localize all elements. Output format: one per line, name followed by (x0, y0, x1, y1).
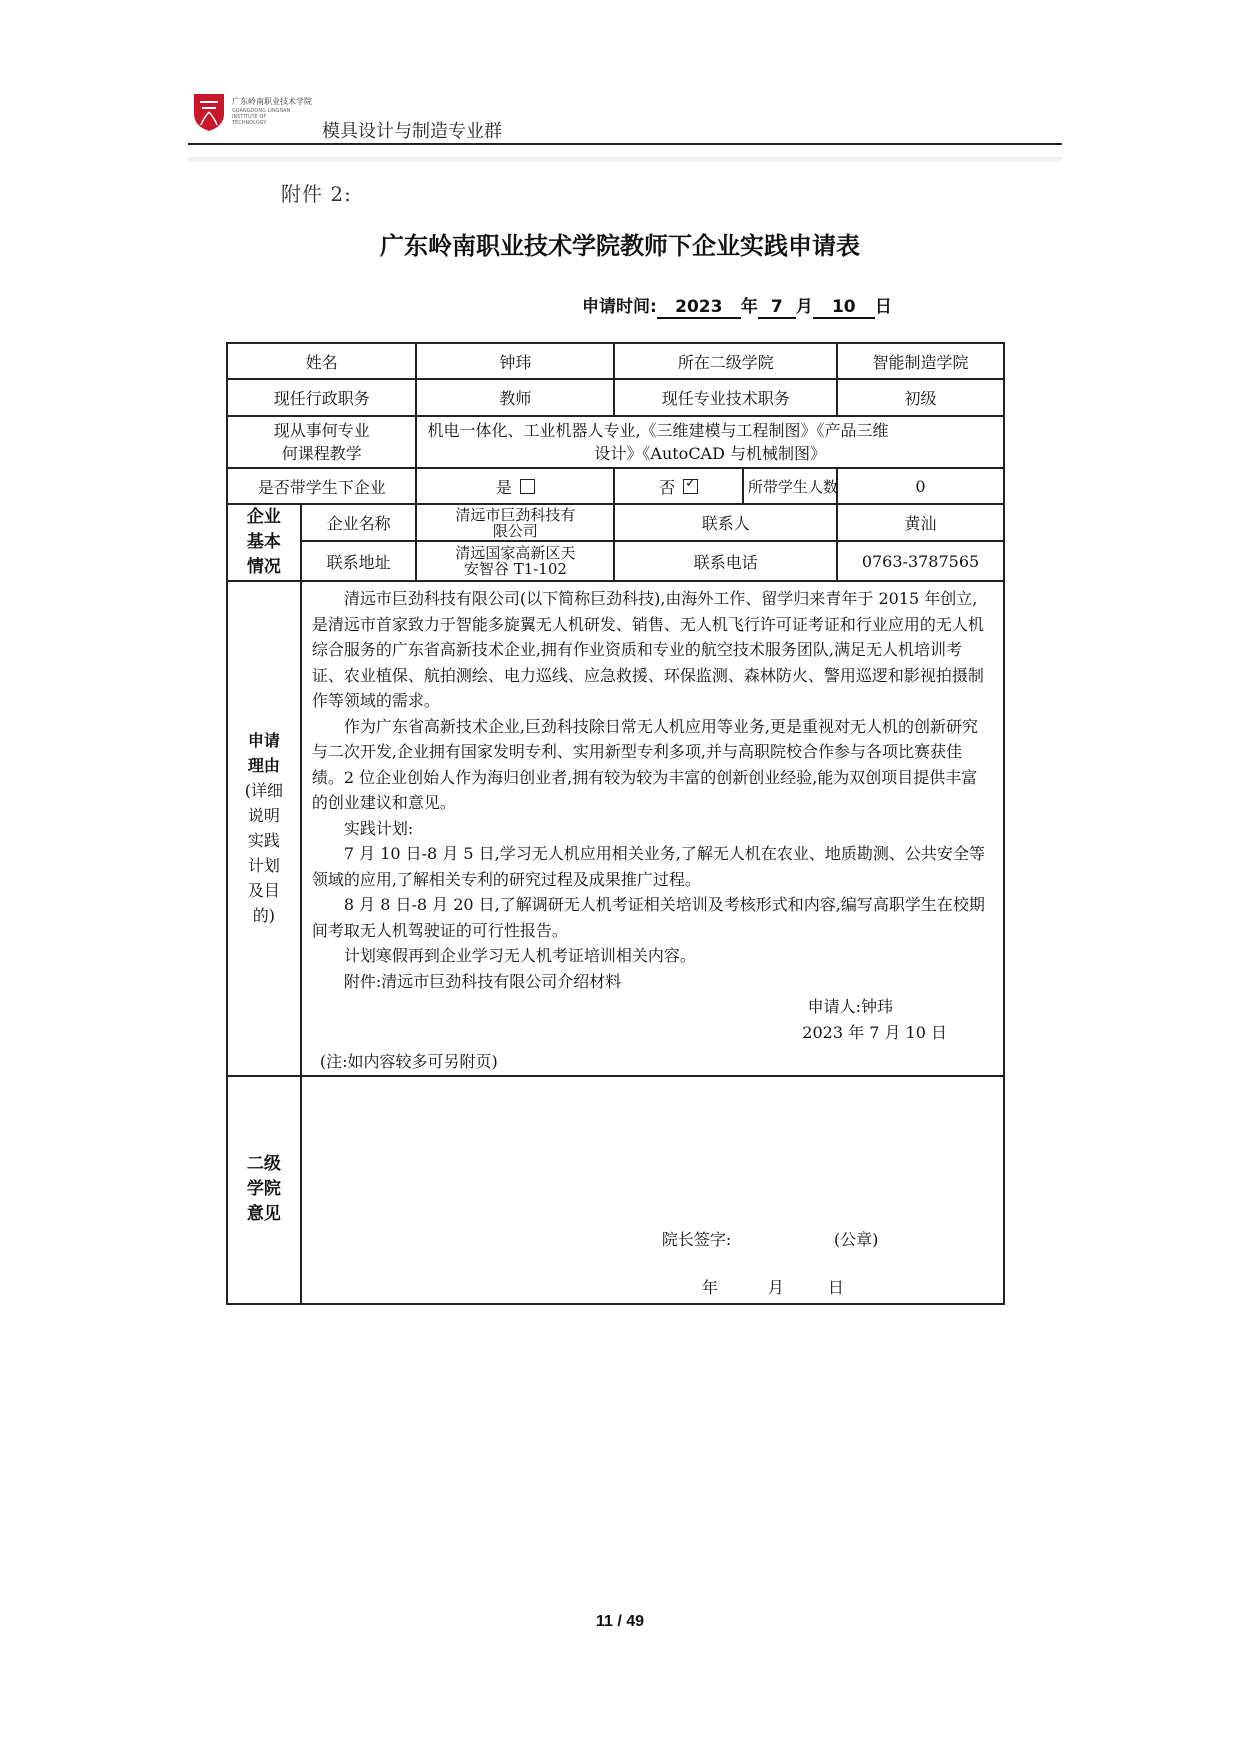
company-name-value-line2: 限公司 (492, 521, 538, 540)
teaching-value (416, 416, 1004, 468)
opinion-label-line2: 学院 (246, 1179, 281, 1199)
yes-option (416, 468, 614, 504)
admin-post-label: 现任行政职务 (227, 379, 416, 416)
company-section-label-line2: 基本 (246, 532, 281, 552)
teaching-value-line2: 设计》《AutoCAD 与机械制图》 (594, 444, 827, 463)
reason-paragraph: 计划寒假再到企业学习无人机考证培训相关内容。 (343, 946, 696, 965)
tech-post-label: 现任专业技术职务 (614, 379, 837, 416)
address-value-line1: 清远国家高新区天 (455, 544, 576, 563)
table-row (227, 541, 1004, 581)
table-row (227, 468, 1004, 504)
no-checkbox[interactable] (683, 479, 698, 494)
table-row (227, 343, 1004, 379)
no-label: 否 (659, 477, 676, 497)
year-unit: 年 (740, 297, 758, 317)
company-name-value-line1: 清远市巨劲科技有 (455, 505, 576, 524)
yes-checkbox[interactable] (520, 479, 535, 494)
header-divider (188, 143, 1062, 145)
school-emblem-icon (192, 92, 226, 132)
no-option (614, 468, 742, 504)
opinion-month: 月 (767, 1277, 784, 1297)
header-shadow (188, 157, 1062, 162)
reason-label-line2: 理由 (247, 756, 280, 776)
company-section-label-line1: 企业 (246, 507, 281, 527)
reason-paragraph: 清远市巨劲科技有限公司(以下简称巨劲科技),由海外工作、留学归来青年于 2015 年创立,是清远市首家致力于智能多旋翼无人机研发、销售、无人机飞行许可证考证和行业应用的无人机综合服务的广东省高新技术企业,拥有作业资质和专业的航空技术服务团队,满足无人机培训考证、农业植保、航拍测绘、电力巡线、应急救援、环保监测、森林防火、警用巡逻和影视拍摄制作等领域的需求。 (311, 589, 984, 710)
college-value: 智能制造学院 (837, 343, 1004, 379)
opinion-day: 日 (827, 1277, 844, 1297)
company-section-label-line3: 情况 (246, 557, 281, 577)
student-count-value: 0 (837, 468, 1004, 504)
teaching-value-line1: 机电一体化、工业机器人专业,《三维建模与工程制图》《产品三维 (427, 421, 889, 440)
address-value-line2: 安智谷 T1-102 (463, 560, 567, 579)
tech-post-value: 初级 (837, 379, 1004, 416)
seal-label: (公章) (833, 1229, 879, 1249)
opinion-label-line3: 意见 (246, 1204, 281, 1224)
reason-paragraph: 8 月 8 日-8 月 20 日,了解调研无人机考证相关培训及考核形式和内容,编写高职学生在校期间考取无人机驾驶证的可行性报告。 (311, 895, 985, 940)
day-unit: 日 (874, 297, 892, 317)
name-value: 钟玮 (416, 343, 614, 379)
dean-signature-label: 院长签字: (661, 1229, 732, 1249)
company-section-label (227, 504, 301, 581)
reason-label-line7: 及目 (247, 881, 280, 901)
table-row (227, 1076, 1004, 1304)
reason-label-line1: 申请 (247, 731, 280, 751)
school-name-en-line1: GUANGDONG LINGNAN (232, 108, 291, 114)
reason-label-line3: (详细 (244, 781, 284, 801)
school-name-en-line2: INSTITUTE OF TECHNOLOGY (232, 114, 267, 126)
school-name-en (232, 108, 302, 126)
address-label: 联系地址 (301, 541, 417, 581)
reason-label-line5: 实践 (247, 831, 280, 851)
teaching-label (227, 416, 416, 468)
apply-date (582, 292, 892, 319)
application-form (226, 342, 1005, 1305)
reason-paragraph: 作为广东省高新技术企业,巨劲科技除日常无人机应用等业务,更是重视对无人机的创新研究与二次开发,企业拥有国家发明专利、实用新型专利多项,并与高职院校合作参与各项比赛获佳绩。2 位企业创始人作为海归创业者,拥有较为较为丰富的创新创业经验,能为双创项目提供丰富的创业建议和意见。 (311, 716, 979, 812)
table-row (227, 581, 1004, 1076)
table-row (227, 504, 1004, 541)
reason-label (227, 581, 301, 1076)
table-row (227, 416, 1004, 468)
opinion-date (702, 1275, 844, 1298)
reason-label-line4: 说明 (247, 806, 280, 826)
apply-day: 10 (813, 297, 875, 319)
note-text: (注:如内容较多可另附页) (319, 1052, 498, 1071)
contact-label: 联系人 (614, 504, 837, 541)
admin-post-value: 教师 (416, 379, 614, 416)
attachment-label: 附件 2: (281, 182, 352, 206)
reason-paragraph: 附件:清远市巨劲科技有限公司介绍材料 (343, 971, 622, 991)
month-unit: 月 (795, 297, 813, 317)
yes-label: 是 (495, 477, 512, 497)
teaching-label-line2: 何课程教学 (281, 444, 362, 463)
reason-paragraph: 实践计划: (343, 818, 414, 838)
company-name-value (416, 504, 614, 541)
phone-label: 联系电话 (614, 541, 837, 581)
contact-value: 黄汕 (837, 504, 1004, 541)
opinion-label (227, 1076, 301, 1304)
address-value (416, 541, 614, 581)
phone-value: 0763-3787565 (837, 541, 1004, 581)
apply-time-label: 申请时间: (582, 297, 657, 317)
name-label: 姓名 (227, 343, 416, 379)
reason-label-line8: 的) (252, 906, 276, 926)
page-number: 11 / 49 (595, 1613, 645, 1630)
reason-body (301, 581, 1004, 1076)
college-label: 所在二级学院 (614, 343, 837, 379)
with-students-label: 是否带学生下企业 (227, 468, 416, 504)
reason-paragraph: 7 月 10 日-8 月 5 日,学习无人机应用相关业务,了解无人机在农业、地质勘测、公共安全等领域的应用,了解相关专利的研究过程及成果推广过程。 (311, 844, 985, 889)
opinion-year: 年 (701, 1277, 718, 1297)
document-title: 广东岭南职业技术学院教师下企业实践申请表 (380, 232, 860, 260)
company-name-label: 企业名称 (301, 504, 417, 541)
table-row (227, 379, 1004, 416)
teaching-label-line1: 现从事何专业 (273, 421, 370, 440)
student-count-label: 所带学生人数 (743, 468, 837, 504)
apply-month: 7 (758, 297, 796, 319)
applicant-signature: 申请人:钟玮 (807, 997, 893, 1016)
department-name: 模具设计与制造专业群 (322, 121, 502, 142)
applicant-date: 2023 年 7 月 10 日 (802, 1022, 947, 1042)
opinion-body[interactable] (301, 1076, 1004, 1304)
reason-label-line6: 计划 (247, 856, 280, 876)
opinion-label-line1: 二级 (246, 1154, 281, 1174)
apply-year: 2023 (657, 297, 741, 319)
school-name: 广东岭南职业技术学院 (232, 97, 312, 106)
